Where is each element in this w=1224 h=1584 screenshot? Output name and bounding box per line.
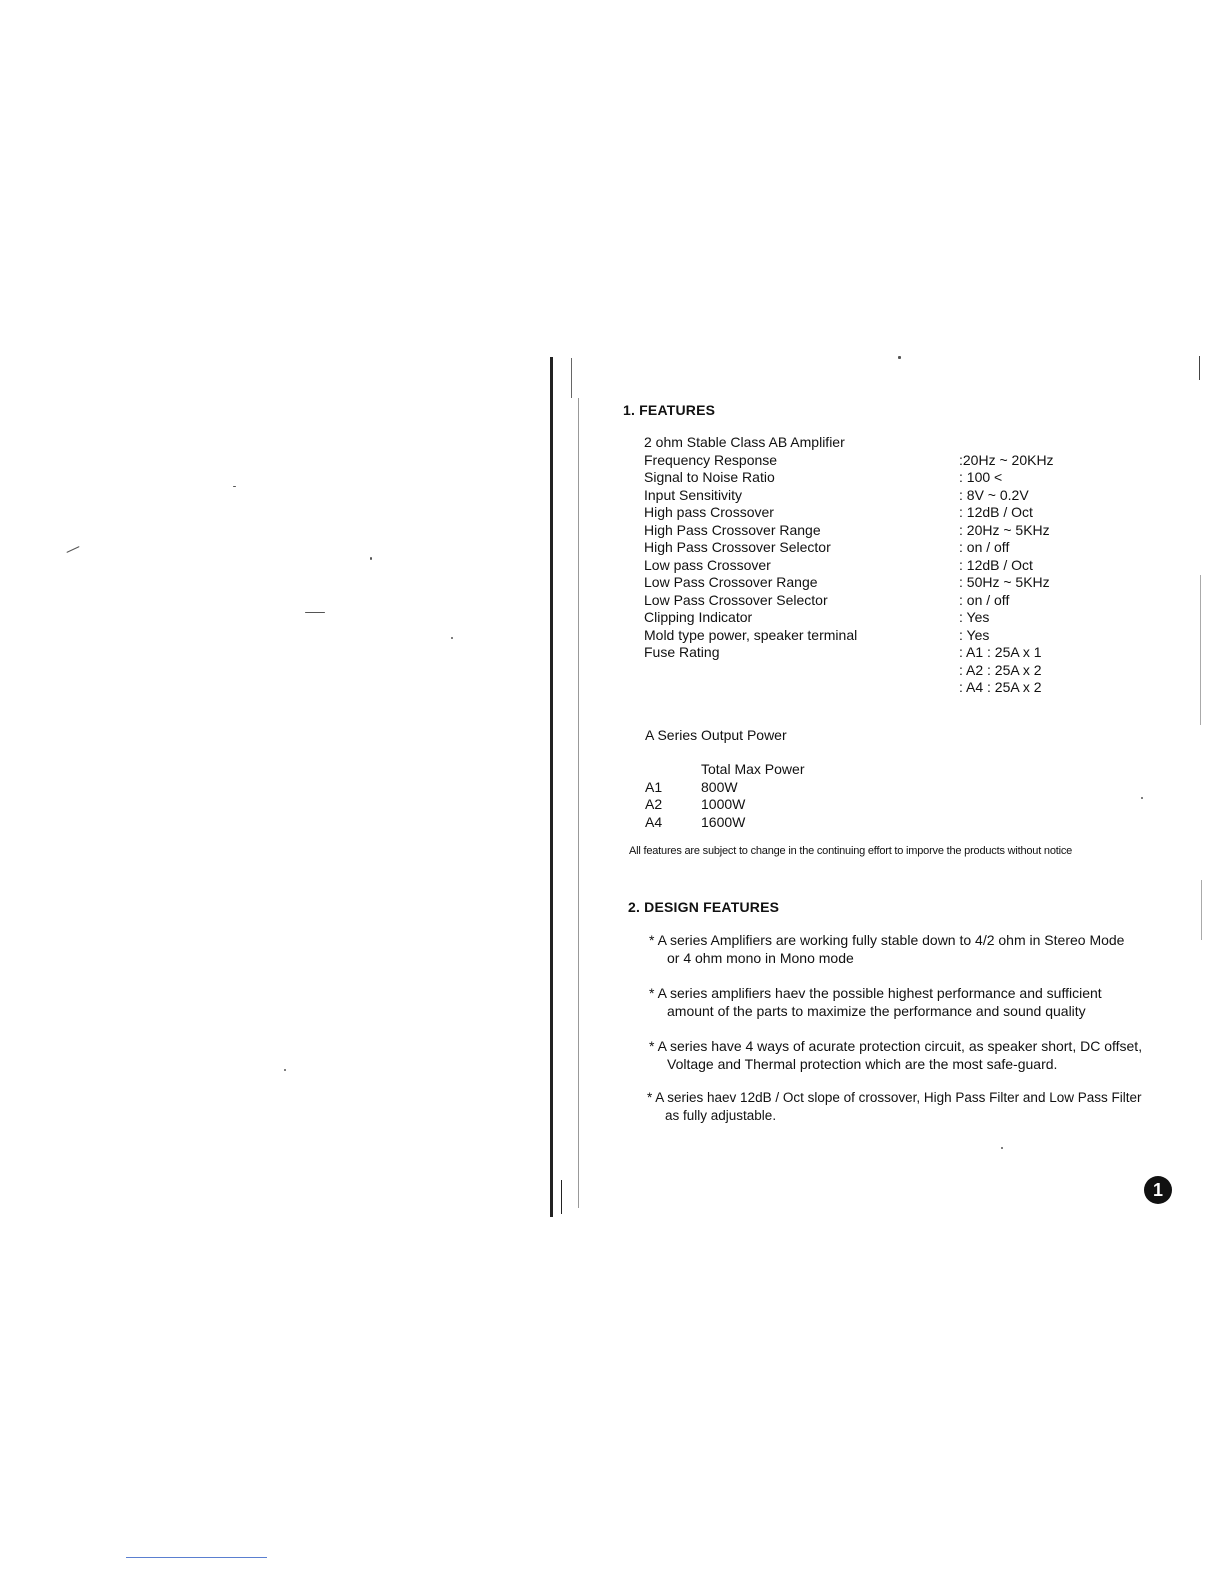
design-features-heading: 2. DESIGN FEATURES bbox=[628, 899, 780, 915]
scan-speck bbox=[305, 612, 325, 613]
bullet-line: or 4 ohm mono in Mono mode bbox=[667, 950, 854, 966]
table-row bbox=[645, 779, 804, 797]
model-cell: A4 bbox=[645, 813, 663, 830]
scan-speck bbox=[1001, 1147, 1003, 1149]
design-bullet bbox=[649, 984, 1189, 1020]
spec-label: Fuse Rating bbox=[644, 644, 720, 660]
bullet-line: * A series haev 12dB / Oct slope of crossover, High Pass Filter and Low Pass Filter bbox=[647, 1090, 1142, 1105]
table-header: Total Max Power bbox=[701, 761, 805, 777]
spec-row bbox=[644, 504, 1094, 522]
binding-edge-line bbox=[550, 357, 553, 1217]
spec-value: : 12dB / Oct bbox=[959, 556, 1033, 573]
spec-value: : Yes bbox=[959, 626, 990, 643]
right-edge-line bbox=[1201, 880, 1202, 940]
spec-row bbox=[644, 592, 1094, 610]
spec-row bbox=[644, 557, 1094, 575]
binding-edge-line bbox=[561, 1180, 562, 1214]
model-cell: A2 bbox=[645, 796, 663, 812]
right-edge-line bbox=[1199, 356, 1200, 380]
spec-value: : A1 : 25A x 1 bbox=[959, 644, 1042, 660]
spec-row bbox=[644, 434, 1094, 452]
spec-value: : 50Hz ~ 5KHz bbox=[959, 574, 1050, 590]
spec-value: : A4 : 25A x 2 bbox=[959, 679, 1042, 695]
spec-row bbox=[644, 644, 1094, 662]
bullet-line: * A series Amplifiers are working fully stable down to 4/2 ohm in Stereo Mode bbox=[649, 932, 1125, 948]
spec-row bbox=[644, 574, 1094, 592]
scan-speck bbox=[284, 1069, 286, 1071]
spec-row bbox=[644, 679, 1094, 697]
spec-label: Signal to Noise Ratio bbox=[644, 469, 775, 485]
bullet-line: amount of the parts to maximize the performance and sound quality bbox=[667, 1003, 1086, 1019]
scan-speck bbox=[451, 637, 453, 639]
scan-speck bbox=[233, 486, 236, 487]
model-cell: A1 bbox=[645, 778, 663, 795]
power-cell: 1600W bbox=[701, 813, 746, 830]
binding-edge-line bbox=[571, 358, 572, 398]
page-number-badge: 1 bbox=[1144, 1176, 1172, 1204]
spec-label: Low Pass Crossover Selector bbox=[644, 591, 828, 608]
spec-value: : 8V ~ 0.2V bbox=[959, 486, 1029, 503]
bullet-line: Voltage and Thermal protection which are the most safe-guard. bbox=[667, 1056, 1058, 1072]
power-cell: 800W bbox=[701, 778, 738, 795]
spec-row bbox=[644, 469, 1094, 487]
scan-speck bbox=[1141, 797, 1143, 799]
spec-value: : Yes bbox=[959, 609, 990, 625]
scan-speck bbox=[370, 557, 372, 560]
table-row bbox=[645, 796, 804, 814]
footer-line bbox=[126, 1557, 267, 1558]
spec-label: Input Sensitivity bbox=[644, 486, 743, 503]
output-power-title: A Series Output Power bbox=[645, 727, 787, 743]
right-edge-line bbox=[1200, 575, 1201, 725]
spec-value: : A2 : 25A x 2 bbox=[959, 661, 1042, 678]
spec-row bbox=[644, 662, 1094, 680]
spec-label: 2 ohm Stable Class AB Amplifier bbox=[644, 434, 845, 450]
scan-speck bbox=[66, 546, 79, 553]
spec-label: High Pass Crossover Range bbox=[644, 521, 821, 538]
spec-value: : 12dB / Oct bbox=[959, 504, 1033, 520]
table-header-row bbox=[645, 761, 804, 779]
spec-value: : on / off bbox=[959, 539, 1010, 555]
spec-list bbox=[644, 434, 1094, 697]
spec-value: : on / off bbox=[959, 591, 1010, 608]
bullet-line: as fully adjustable. bbox=[665, 1108, 777, 1123]
scan-speck bbox=[898, 356, 901, 359]
spec-label: High pass Crossover bbox=[644, 504, 774, 520]
features-heading: 1. FEATURES bbox=[623, 402, 716, 418]
spec-label: Low Pass Crossover Range bbox=[644, 574, 818, 590]
power-cell: 1000W bbox=[701, 796, 746, 812]
design-bullet bbox=[647, 1089, 1192, 1125]
spec-value: : 100 < bbox=[959, 469, 1003, 485]
spec-label: Clipping Indicator bbox=[644, 609, 753, 625]
spec-label bbox=[644, 662, 959, 680]
spec-row bbox=[644, 627, 1094, 645]
table-row bbox=[645, 814, 804, 832]
spec-label: Mold type power, speaker terminal bbox=[644, 626, 858, 643]
spec-label: Low pass Crossover bbox=[644, 556, 771, 573]
spec-label: Frequency Response bbox=[644, 451, 778, 468]
spec-row bbox=[644, 609, 1094, 627]
disclaimer-note: All features are subject to change in the continuing effort to imporve the products without notice bbox=[629, 845, 1073, 857]
spec-row bbox=[644, 539, 1094, 557]
spec-row bbox=[644, 522, 1094, 540]
output-power-table bbox=[645, 761, 804, 831]
design-bullet bbox=[649, 931, 1189, 967]
spec-value: : 20Hz ~ 5KHz bbox=[959, 521, 1050, 538]
spec-label bbox=[644, 679, 959, 697]
spec-row bbox=[644, 487, 1094, 505]
spec-label: High Pass Crossover Selector bbox=[644, 539, 831, 555]
binding-edge-line bbox=[578, 398, 579, 1208]
spec-value: :20Hz ~ 20KHz bbox=[959, 451, 1054, 468]
design-bullet bbox=[649, 1037, 1189, 1073]
bullet-line: * A series have 4 ways of acurate protection circuit, as speaker short, DC offset, bbox=[649, 1038, 1143, 1054]
spec-row bbox=[644, 452, 1094, 470]
bullet-line: * A series amplifiers haev the possible highest performance and sufficient bbox=[649, 985, 1102, 1001]
